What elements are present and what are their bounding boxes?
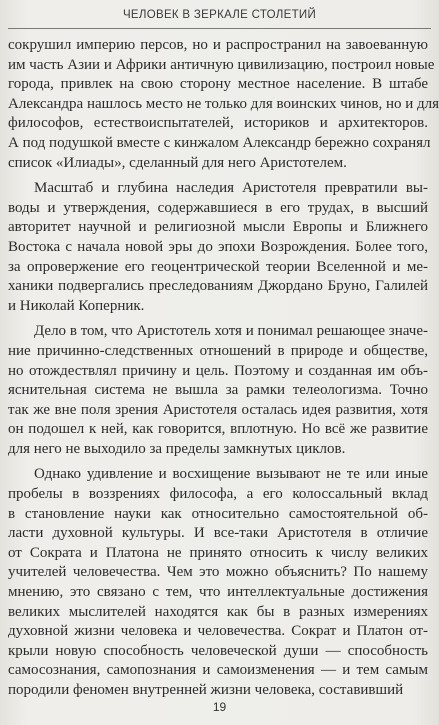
text-line: крыли новую способность человеческой души — способность [8,642,428,659]
text-line: учителей человечества. Чем это можно объяснить? По нашему [8,564,428,581]
page-number: 19 [212,700,227,714]
text-line: духовной жизни человека и человечества. Сократ и Платон от- [8,623,428,640]
paragraph [8,179,428,316]
paragraph [8,36,439,173]
text-line: пробелы в воззрениях философа, а его колоссальный вклад [8,486,428,503]
text-line: сокрушил империю персов, но и распространил на завоеванную [8,37,428,53]
paragraph [8,465,428,700]
paragraph [8,322,428,459]
header-rule [8,28,431,29]
text-line: ханики подвергались преследованиям Джордано Бруно, Галилей [8,278,428,295]
text-line: Дело в том, что Аристотель хотя и понимал решающее значе- [34,323,428,340]
text-line: философов, естествоиспытателей, историков и архитекторов. [8,115,428,132]
text-line: яснительная система не вышла за рамки телеологизма. Точно [8,382,428,399]
text-line: великих мыслителей находятся как бы в разных измерениях [8,603,428,620]
text-line: список «Илиады», сделанный для него Аристотелем. [8,154,347,171]
text-line: от Сократа и Платона не принято относить к числу великих [8,544,428,561]
body-text [8,36,439,707]
text-line: Востока с начала новой эры до эпохи Возрождения. Более того, [8,238,428,255]
running-head: ЧЕЛОВЕК В ЗЕРКАЛЕ СТОЛЕТИЙ [122,9,317,21]
text-line: но отождествлял причину и цель. Поэтому и созданная им объ- [8,362,428,379]
text-line: воды и утверждения, содержавшиеся в его трудах, в высший [8,199,428,216]
text-line: ласти духовной культуры. И все-таки Аристотеля в отличие [8,525,428,542]
text-line: за опровержение его геоцентрической теории Вселенной и ме- [8,258,428,275]
text-line: авторитет научной и религиозной мысли Европы и Ближнего [8,219,428,236]
text-line: Масштаб и глубина наследия Аристотеля превратили вы- [34,180,428,197]
text-line: породили феномен внутренней жизни человека, составивший [8,682,404,698]
text-line: в становление науки как относительно самостоятельной об- [8,505,428,522]
text-line: так же вне поля зрения Аристотеля осталась идея развития, хотя [8,401,428,418]
text-line: Александра нашлось место не только для воинских чинов, но и для [8,95,439,112]
text-line: самосознания, самопознания и самоизменения — и тем самым [8,662,428,679]
text-line: ние причинно-следственных отношений в природе и обществе, [8,342,428,359]
text-line: он подошел к ней, как говорится, вплотную. Но всё же развитие [8,421,428,438]
text-line: мнению, это связано с тем, что интеллектуальные достижения [8,584,428,601]
text-line: А под подушкой вместе с кинжалом Александр бережно сохранял [8,134,431,151]
text-line: города, привлек на свою сторону местное население. В штабе [8,76,428,93]
text-line: для него не выходило за пределы замкнутых циклов. [8,440,346,457]
text-line: им часть Азии и Африки античную цивилизацию, построил новые [8,56,435,73]
text-line: Однако удивление и восхищение вызывают не те или иные [34,466,428,483]
text-line: и Николай Коперник. [8,297,145,314]
